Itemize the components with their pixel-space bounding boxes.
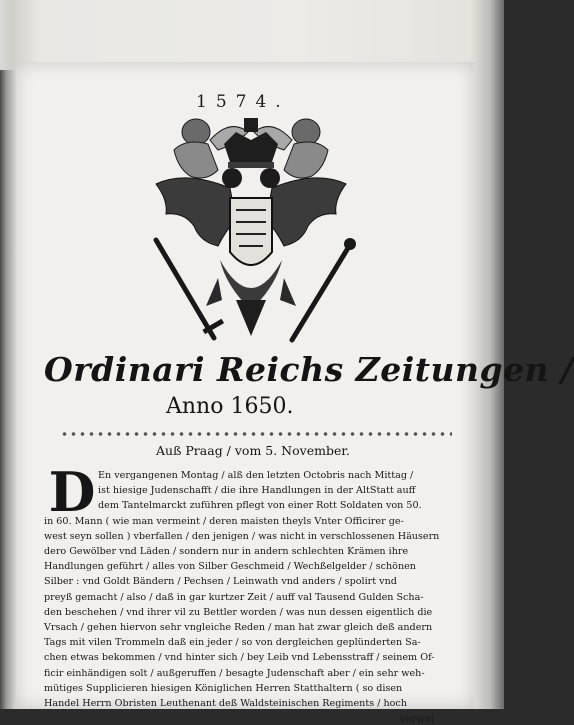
article-line: chen etwas bekommen / vnd hinter sich / bey Leib vnd Lebensstraff / seinem Of-	[44, 652, 435, 664]
article-line: En vergangenen Montag / alß den letzten Octobris nach Mittag /	[98, 470, 414, 481]
dateline: Auß Praag / vom 5. November.	[156, 443, 350, 458]
masthead-title: Ordinari Reichs Zeitungen /	[44, 350, 574, 389]
article-body	[44, 468, 464, 711]
newspaper-page	[16, 62, 574, 725]
article-line: ficir einhändigen solt / außgeruffen / besagte Judenschaft aber / ein sehr weh-	[44, 667, 425, 679]
article-line: in 60. Mann ( wie man vermeint / deren maisten theyls Vnter Officirer ge-	[44, 515, 404, 527]
article-line: Silber : vnd Goldt Bändern / Pechsen / Leinwath vnd anders / spolirt vnd	[44, 576, 397, 588]
article-line: Handlungen geführt / alles von Silber Geschmeid / Wechßelgelder / schönen	[44, 561, 416, 573]
article-line: preyß gemacht / also / daß in gar kurtzer Zeit / auff val Tausend Gulden Scha-	[44, 591, 424, 603]
masthead-year: Anno 1650.	[166, 394, 294, 419]
article-line: Vrsach / gehen hiervon sehr vngleiche Reden / man hat zwar gleich deß andern	[44, 622, 433, 634]
article-line: dero Gewölber vnd Läden / sondern nur in andern schlechten Krämen ihre	[44, 546, 409, 558]
drop-cap: D	[48, 460, 96, 524]
article-line: den beschehen / vnd ihrer vil zu Bettler worden / was nun dessen eigentlich die	[44, 606, 433, 618]
imperial-eagle-emblem-icon	[126, 110, 376, 360]
article-line: ist hiesige Judenschafft / die ihre Handlungen in der AltStatt auff	[98, 485, 416, 497]
article-line: mütiges Supplicieren hiesigen Königlichen Herren Statthaltern ( so disen	[44, 682, 403, 694]
article-line: dem Tantelmarckt zuführen pflegt von einer Rott Soldaten von 50.	[98, 500, 422, 512]
page-number: 1574.	[196, 92, 290, 112]
ornamental-divider	[60, 430, 452, 438]
article-line: Tags mit vilen Trommeln daß ein jeder / so von dergleichen geplünderten Sa-	[44, 637, 421, 649]
facing-page-edge	[0, 70, 16, 709]
catchword: verwei	[400, 714, 435, 725]
article-line: west seyn sollen ) vberfallen / den jenigen / was nicht in verschlossenen Häusern	[44, 530, 440, 542]
article-line: Handel Herrn Obristen Leuthenant deß Waldsteinischen Regiments / hoch	[44, 698, 407, 710]
